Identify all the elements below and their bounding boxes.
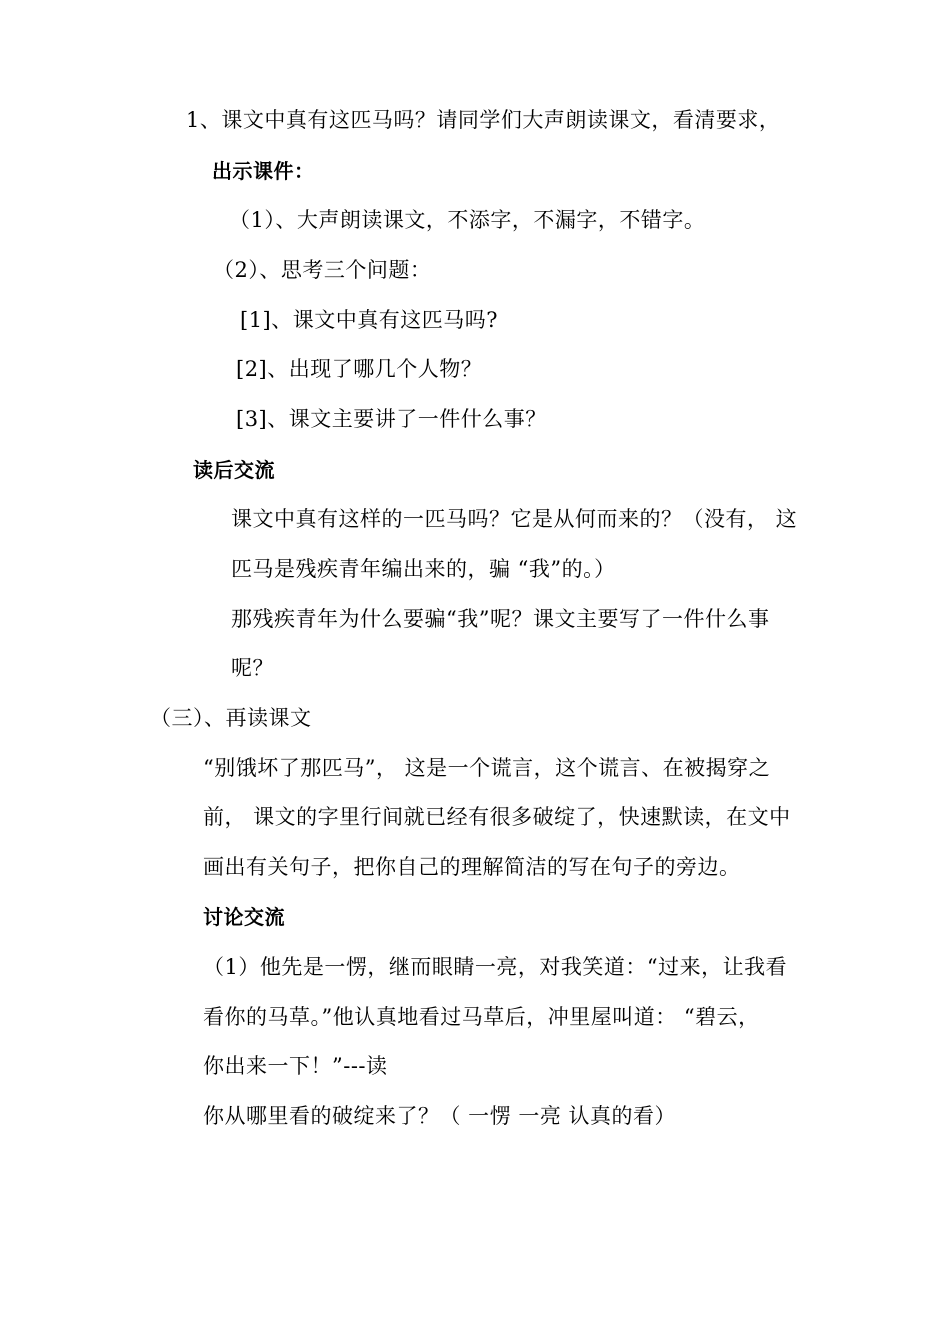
paragraph-line: 看你的马草。”他认真地看过马草后，冲里屋叫道： “碧云， — [203, 1005, 760, 1029]
paragraph-line: 画出有关句子，把你自己的理解简洁的写在句子的旁边。 — [203, 855, 741, 879]
question-item-2: [2]、出现了哪几个人物？ — [236, 357, 483, 381]
paragraph-line: 那残疾青年为什么要骗“我”呢？课文主要写了一件什么事 — [231, 607, 770, 631]
paragraph-line: （1）他先是一愣，继而眼睛一亮，对我笑道：“过来，让我看 — [203, 955, 788, 979]
heading-discussion: 讨论交流 — [203, 905, 285, 929]
requirement-1-text: （1）、大声朗读课文，不添字，不漏字，不错字。 — [229, 208, 706, 232]
requirement-2-text: （2）、思考三个问题： — [213, 258, 432, 282]
question-item-1: [1]、课文中真有这匹马吗? — [240, 308, 499, 332]
question-item-3: [3]、课文主要讲了一件什么事？ — [236, 407, 547, 431]
paragraph-line: 前， 课文的字里行间就已经有很多破绽了，快速默读，在文中 — [203, 805, 791, 829]
paragraph-line: 课文中真有这样的一匹马吗？它是从何而来的？（没有， 这 — [231, 507, 798, 531]
paragraph-line: 呢？ — [231, 656, 274, 680]
paragraph-line: 你出来一下！”---读 — [203, 1054, 388, 1078]
section-three-heading: （三）、再读课文 — [150, 706, 312, 730]
question-1-text: 1、课文中真有这匹马吗？请同学们大声朗读课文，看清要求， — [186, 108, 781, 132]
paragraph-line: 你从哪里看的破绽来了？（ 一愣 一亮 认真的看） — [203, 1104, 677, 1128]
paragraph-line: 匹马是残疾青年编出来的，骗 “我”的。） — [231, 557, 616, 581]
heading-show-courseware: 出示课件： — [212, 159, 315, 183]
paragraph-line: “别饿坏了那匹马”， 这是一个谎言，这个谎言、在被揭穿之 — [203, 756, 771, 780]
heading-discuss-after-reading: 读后交流 — [193, 458, 275, 482]
